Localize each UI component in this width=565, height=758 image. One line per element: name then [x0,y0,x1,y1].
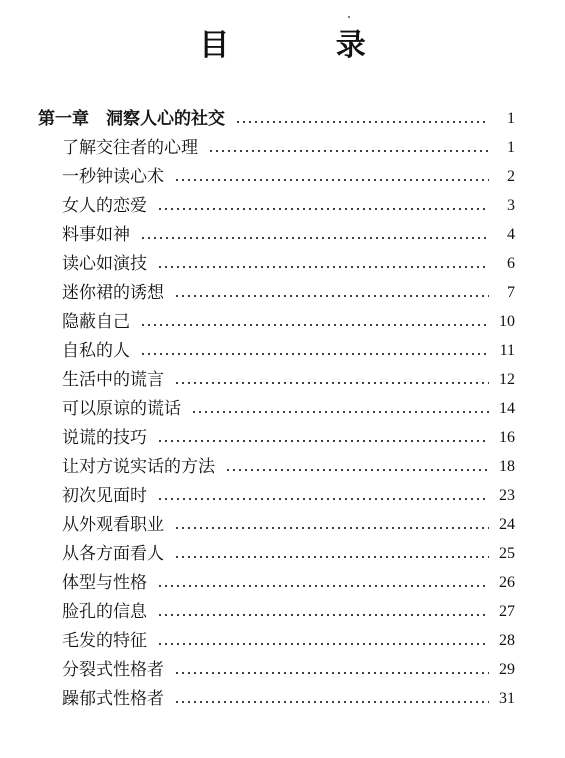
dot-leader [140,324,489,326]
entry-page-number: 26 [499,573,515,591]
toc-entry[interactable] [0,452,565,481]
toc-entry[interactable] [0,278,565,307]
entry-title: 毛发的特征 [62,630,147,651]
dot-leader [157,498,489,500]
entry-page-number: 18 [499,457,515,475]
entry-page-number: 2 [507,167,515,185]
dot-leader [140,353,489,355]
entry-title: 料事如神 [62,224,130,245]
toc-entry[interactable] [0,539,565,568]
entry-title: 女人的恋爱 [62,195,147,216]
dot-leader [174,295,489,297]
entry-page-number: 6 [507,254,515,272]
entry-title: 脸孔的信息 [62,601,147,622]
dot-leader [225,469,489,471]
toc-entry[interactable] [0,394,565,423]
entry-page-number: 7 [507,283,515,301]
entry-title: 一秒钟读心术 [62,166,164,187]
toc-entry[interactable] [0,162,565,191]
entry-page-number: 14 [499,399,515,417]
toc-entry[interactable] [0,220,565,249]
dot-leader [174,179,489,181]
toc-chapter-entry[interactable] [0,104,565,133]
entry-title: 了解交往者的心理 [62,137,198,158]
toc-entry[interactable] [0,365,565,394]
entry-title: 从外观看职业 [62,514,164,535]
dot-leader [174,672,489,674]
dot-leader [235,121,489,123]
entry-page-number: 27 [499,602,515,620]
scan-speck [348,16,350,18]
toc-entry[interactable] [0,481,565,510]
entry-page-number: 23 [499,486,515,504]
dot-leader [208,150,489,152]
toc-entry[interactable] [0,249,565,278]
chapter-page-number: 1 [507,109,515,127]
entry-title: 读心如演技 [62,253,147,274]
dot-leader [157,266,489,268]
toc-entry[interactable] [0,423,565,452]
entry-page-number: 3 [507,196,515,214]
entry-page-number: 4 [507,225,515,243]
entry-title: 迷你裙的诱想 [62,282,164,303]
entry-title: 隐蔽自己 [62,311,130,332]
toc-entry[interactable] [0,307,565,336]
toc-entry[interactable] [0,510,565,539]
dot-leader [174,382,489,384]
dot-leader [157,585,489,587]
dot-leader [174,701,489,703]
entry-title: 从各方面看人 [62,543,164,564]
entry-page-number: 10 [499,312,515,330]
toc-entry[interactable] [0,597,565,626]
dot-leader [157,643,489,645]
dot-leader [157,440,489,442]
entry-page-number: 31 [499,689,515,707]
entry-page-number: 11 [499,341,515,359]
toc-entry[interactable] [0,133,565,162]
entry-page-number: 25 [499,544,515,562]
entry-page-number: 12 [499,370,515,388]
dot-leader [174,556,489,558]
dot-leader [140,237,489,239]
toc-entry[interactable] [0,626,565,655]
table-of-contents [0,104,565,713]
entry-title: 体型与性格 [62,572,147,593]
page-title: 目 录 [199,28,414,63]
entry-title: 分裂式性格者 [62,659,164,680]
entry-title: 初次见面时 [62,485,147,506]
entry-page-number: 29 [499,660,515,678]
dot-leader [157,208,489,210]
entry-title: 可以原谅的谎话 [62,398,181,419]
chapter-title: 第一章 洞察人心的社交 [38,108,225,129]
toc-entry[interactable] [0,655,565,684]
entry-title: 让对方说实话的方法 [62,456,215,477]
toc-entry[interactable] [0,684,565,713]
entry-page-number: 28 [499,631,515,649]
toc-entry[interactable] [0,191,565,220]
entry-page-number: 24 [499,515,515,533]
dot-leader [174,527,489,529]
entry-title: 说谎的技巧 [62,427,147,448]
dot-leader [191,411,489,413]
entry-title: 生活中的谎言 [62,369,164,390]
entry-title: 躁郁式性格者 [62,688,164,709]
dot-leader [157,614,489,616]
toc-entry[interactable] [0,568,565,597]
entry-page-number: 16 [499,428,515,446]
entry-title: 自私的人 [62,340,130,361]
entry-page-number: 1 [507,138,515,156]
toc-entry[interactable] [0,336,565,365]
